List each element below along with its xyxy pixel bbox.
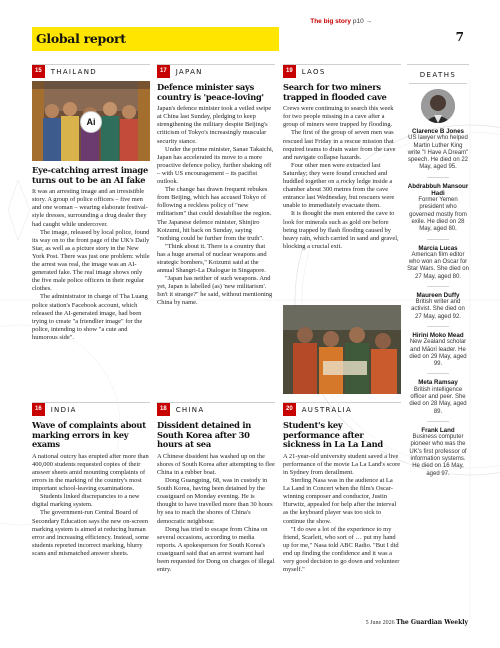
article-body: A 21-year-old university student saved a live performance of the movie La La Land's score in Sydney from derailment. Sterling Nasa was in the audience at La La Land in Concert when the film's Oscar-winning composer and conductor, Justin Hurwitz, appealed for help after the interval as the keyboard player was too sick to continue the show. "I do owe a lot of the experience to my friend, Scarlett, who sort of … put my hand up for me," Nasa told ABC Radio. "But I did end up finding the confidence and it was a very good decision to go down and volunteer myself."	[283, 452, 401, 574]
article-thailand	[32, 64, 150, 394]
article-country: LAOS	[301, 67, 326, 76]
death-entry: Clarence B Jones US lawyer who helped Martin Luther King write "I Have A Dream" speech. He died on 22 May, aged 95.	[407, 128, 469, 171]
death-entry: Meta Ramsay British intelligence officer and peer. She died on 28 May, aged 89.	[409, 379, 467, 415]
article-country: AUSTRALIA	[301, 405, 353, 414]
article-tag	[157, 403, 275, 416]
article-headline: Dissident detained in South Korea after 30 hours at sea	[157, 420, 252, 450]
article-number: 20	[283, 403, 296, 416]
publication-name: The Guardian Weekly	[396, 619, 468, 626]
issue-date: 5 June 2026	[365, 620, 395, 626]
death-entry: Maureen Duffy British writer and activist. She died on 27 May, aged 92.	[411, 291, 465, 320]
divider	[409, 83, 467, 84]
article-laos	[283, 64, 401, 394]
article-tag	[32, 403, 150, 416]
divider	[427, 421, 449, 422]
article-country: THAILAND	[50, 67, 97, 76]
article-tag	[283, 65, 401, 78]
article-number: 15	[32, 65, 45, 78]
death-entry: Marcia Lucas American film editor who won an Oscar for Star Wars. She died on 27 May, aged 80.	[407, 244, 469, 280]
article-headline: Defence minister says country is 'peace-loving'	[157, 82, 264, 102]
section-header	[32, 27, 468, 51]
death-entry: Hirini Moko Mead New Zealand scholar and Māori leader. He died on 29 May, aged 99.	[409, 332, 467, 368]
article-india	[32, 402, 150, 582]
arrest-photo	[32, 81, 150, 161]
section-title-box	[32, 27, 279, 51]
ai-badge: Ai	[80, 111, 102, 133]
divider	[427, 373, 449, 374]
portrait-photo	[421, 89, 455, 123]
article-number: 16	[32, 403, 45, 416]
article-country: JAPAN	[175, 67, 203, 76]
divider	[427, 326, 449, 327]
article-tag	[32, 65, 150, 78]
death-entry: Abdrabbuh Mansour Hadi Former Yemen president who governed mostly from exile. He died on 28 May, aged 80.	[407, 182, 469, 233]
article-australia	[283, 402, 401, 582]
section-title: Global report	[36, 31, 126, 46]
article-headline: Search for two miners trapped in flooded cave	[283, 82, 387, 102]
article-tag	[157, 65, 275, 78]
page-footer	[366, 619, 468, 626]
deaths-sidebar	[407, 64, 469, 554]
article-china	[157, 402, 275, 582]
article-headline: Student's key performance after sickness in La La Land	[283, 420, 383, 450]
article-number: 17	[157, 65, 170, 78]
article-body: Japan's defence minister took a veiled swipe at China last Sunday, pledging to keep strengthening the military despite Beijing's criticism of Tokyo's increasingly muscular security stance. Under the prime minister, Sanae Takaichi, Japan has accelerated its move to a more proactive defence policy, further shaking off – with US encouragement – its pacifist outlook. The change has drawn frequent rebukes from Beijing, which has accused Tokyo of following a reckless policy of "new militarism" that could destabilise the region. The Japanese defence minister, Shinjiro Koizumi, hit back on Sunday, saying "nothing could be further from the truth". "Think about it. There is a country that has a huge arsenal of nuclear weapons and strategic bombers," Koizumi said at the annual Shangri-La Dialogue in Singapore. "Japan has neither of such weapons. And yet, Japan is labelled (as) 'new militarism'. Isn't it strange?" he said, without mentioning China by name.	[157, 105, 274, 307]
article-country: CHINA	[175, 405, 205, 414]
divider	[427, 286, 449, 287]
article-headline: Wave of complaints about marking errors in key exams	[32, 420, 146, 450]
article-body: It was an arresting image and an irresistible story. A group of police officers – five men and one woman – wearing elaborate festival-style dresses, surrounding a drug dealer they had caught while undercover. The image, released by local police, found its way on to the front page of the UK's Daily Star, as well as a picture story in the New York Post. There was just one problem: while the arrest was real, the image was an AI-generated fake. The real image shows only the five male police officers in their regular clothes. The administrator in charge of Tha Luang police station's Facebook account, which released the AI-generated image, had been trying to create "a friendlier image" for the police, intending to show "a cute and humorous side".	[32, 188, 150, 341]
rescue-photo	[283, 305, 401, 394]
article-tag	[283, 403, 401, 416]
divider	[427, 239, 449, 240]
death-entry: Frank Land Business computer pioneer who was the UK's first professor of information systems. He died on 16 May, aged 97.	[409, 426, 467, 477]
deaths-title: DEATHS	[419, 71, 457, 79]
article-number: 18	[157, 403, 170, 416]
article-japan	[157, 64, 275, 394]
page-number: 7	[455, 30, 464, 44]
article-country: INDIA	[50, 405, 77, 414]
divider	[427, 177, 449, 178]
article-headline: Eye-catching arrest image turns out to be an AI fake	[32, 165, 149, 185]
big-story-crossref[interactable]: The big story p10 →	[310, 18, 372, 25]
article-number: 19	[283, 65, 296, 78]
article-body: Crews were continuing to search this week for two people missing in a cave after a group of miners were trapped by flooding. The first of the group of seven men was rescued last Friday in a rescue mission that required teams to drain water from the cave and navigate collapse hazards. Four other men were extracted last Saturday; they were found crouched and huddled together on a rocky ledge inside a chamber about 300 metres from the cave entrance last Wednesday, but rescuers were unable to immediately evacuate them. It is thought the men entered the cave to look for minerals such as gold ore before being trapped by flash flooding caused by heavy rain, which carried in sand and gravel, blocking a crucial exit.	[283, 105, 399, 250]
article-body: A Chinese dissident has washed up on the shores of South Korea after attempting to flee China in a rubber boat. Dong Guangping, 68, was in custody in South Korea, having been detained by the coastguard on Monday evening. He is thought to have travelled more than 30 hours by sea to reach the shores of China's democratic neighbour. Dong has tried to escape from China on several occasions, according to media reports. A spokesperson for South Korea's coastguard said that an arrest warrant had been requested for Dong on charges of illegal entry.	[157, 452, 275, 574]
article-body: A national outcry has erupted after more than 400,000 students requested copies of their answer sheets amid mounting complaints of errors in the marking of the country's most important school-leaving examinations. Students linked discrepancies to a new digital marking system. The government-run Central Board of Secondary Education says the new on-screen marking system is aimed at reducing human error and increasing efficiency. Instead, some students reported incorrect marking, blurry scans and mismatched answer sheets.	[32, 452, 149, 557]
